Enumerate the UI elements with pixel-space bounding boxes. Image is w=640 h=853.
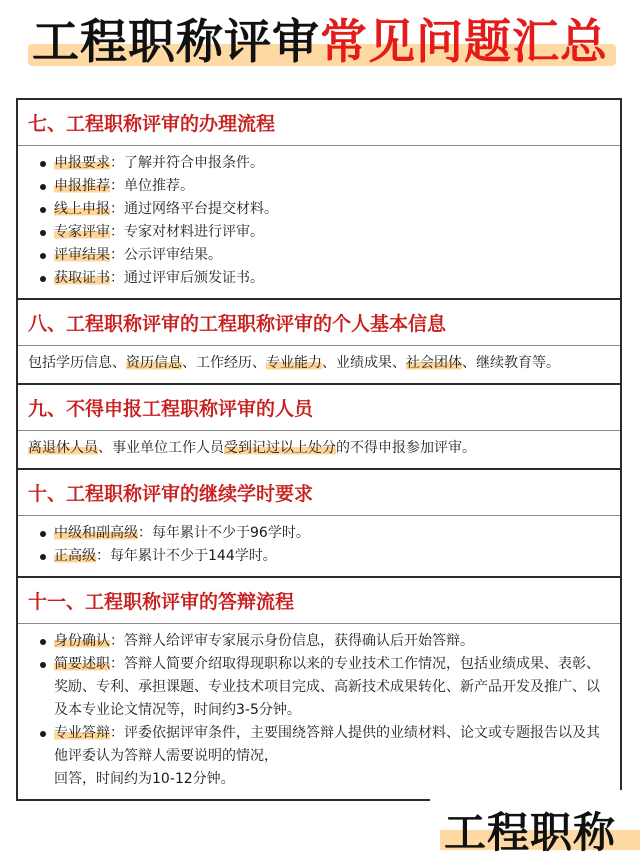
page-header [0,0,640,92]
paragraph-text: 的不得申报参加评审。 [336,440,476,456]
preview-title: 工程职称 [444,808,617,853]
bullet-text: 回答，时间约为10-12分钟。 [54,771,235,787]
bullet-item [28,722,610,768]
bullet-item [28,653,610,722]
bullet-item [28,545,610,568]
faq-section [18,100,620,298]
section-body [18,146,620,298]
bullet-label: 正高级 [54,548,96,564]
bullet-dot-icon [40,531,46,537]
section-heading: 七、工程职称评审的办理流程 [18,100,620,146]
bullet-list [28,522,610,568]
bullet-list [28,630,610,791]
bullet-dot-icon [40,554,46,560]
bullet-label: 专业答辩 [54,725,110,741]
faq-section [18,468,620,576]
bullet-dot-icon [40,161,46,167]
bullet-separator: ： [96,548,110,564]
bullet-item [28,175,610,198]
bullet-dot-icon [40,184,46,190]
faq-section [18,298,620,383]
bullet-item [28,768,610,791]
highlighted-term: 社会团体 [406,355,462,371]
bullet-label: 中级和副高级 [54,525,138,541]
highlighted-term: 离退休人员 [28,440,98,456]
section-heading: 十、工程职称评审的继续学时要求 [18,470,620,516]
next-page-preview [430,790,640,853]
bullet-separator: ： [110,224,124,240]
bullet-separator: ： [110,247,124,263]
bullet-item [28,198,610,221]
bullet-label: 简要述职 [54,656,110,672]
bullet-item [28,522,610,545]
highlighted-term: 专业能力 [266,355,322,371]
bullet-text: 专家对材料进行评审。 [124,224,264,240]
bullet-dot-icon [40,662,46,668]
bullet-dot-icon [40,207,46,213]
section-paragraph [28,437,610,460]
bullet-item [28,152,610,175]
bullet-list [28,152,610,290]
bullet-item [28,221,610,244]
bullet-separator: ： [110,201,124,217]
section-paragraph [28,352,610,375]
bullet-item [28,630,610,653]
highlighted-term: 受到记过以上处分 [224,440,336,456]
bullet-text: 公示评审结果。 [124,247,222,263]
bullet-label: 专家评审 [54,224,110,240]
paragraph-text: 、事业单位工作人员 [98,440,224,456]
title-black-part: 工程职称评审 [32,15,320,70]
bullet-label: 身份确认 [54,633,110,649]
bullet-item [28,244,610,267]
section-heading: 八、工程职称评审的工程职称评审的个人基本信息 [18,300,620,346]
bullet-separator: ： [110,725,124,741]
bullet-separator: ： [110,178,124,194]
paragraph-text: 包括学历信息、 [28,355,126,371]
section-heading: 十一、工程职称评审的答辩流程 [18,578,620,624]
bullet-text: 答辩人简要介绍取得现职称以来的专业技术工作情况，包括业绩成果、表彰、奖励、专利、承担课题、专业技术项目完成、高新技术成果转化、新产品开发及推广、以及本专业论文情况等，时间约3-5分钟。 [54,656,600,718]
paragraph-text: 、业绩成果、 [322,355,406,371]
title-red-part: 常见问题汇总 [320,15,608,70]
faq-section [18,576,620,799]
faq-card [16,98,622,801]
bullet-text: 每年累计不少于96学时。 [152,525,310,541]
section-body [18,431,620,468]
bullet-separator: ： [110,270,124,286]
bullet-label: 线上申报 [54,201,110,217]
section-heading: 九、不得申报工程职称评审的人员 [18,385,620,431]
section-body [18,516,620,576]
bullet-dot-icon [40,639,46,645]
bullet-separator: ： [138,525,152,541]
section-body [18,624,620,799]
bullet-dot-icon [40,230,46,236]
bullet-item [28,267,610,290]
paragraph-text: 、继续教育等。 [462,355,560,371]
bullet-label: 申报要求 [54,155,110,171]
bullet-separator: ： [110,633,124,649]
bullet-text: 答辩人给评审专家展示身份信息，获得确认后开始答辩。 [124,633,474,649]
paragraph-text: 、工作经历、 [182,355,266,371]
bullet-label: 评审结果 [54,247,110,263]
bullet-dot-icon [40,731,46,737]
section-body [18,346,620,383]
bullet-text: 每年累计不少于144学时。 [110,548,277,564]
bullet-text: 单位推荐。 [124,178,194,194]
bullet-label: 申报推荐 [54,178,110,194]
bullet-text: 了解并符合申报条件。 [124,155,264,171]
bullet-text: 通过网络平台提交材料。 [124,201,278,217]
highlighted-term: 资历信息 [126,355,182,371]
bullet-dot-icon [40,276,46,282]
bullet-text: 评委依据评审条件，主要围绕答辩人提供的业绩材料、论文或专题报告以及其他评委认为答辩人需要说明的情况， [54,725,600,764]
bullet-separator: ： [110,656,124,672]
faq-section [18,383,620,468]
bullet-label: 获取证书 [54,270,110,286]
page-title [0,14,640,72]
bullet-text: 通过评审后颁发证书。 [124,270,264,286]
bullet-dot-icon [40,253,46,259]
bullet-separator: ： [110,155,124,171]
